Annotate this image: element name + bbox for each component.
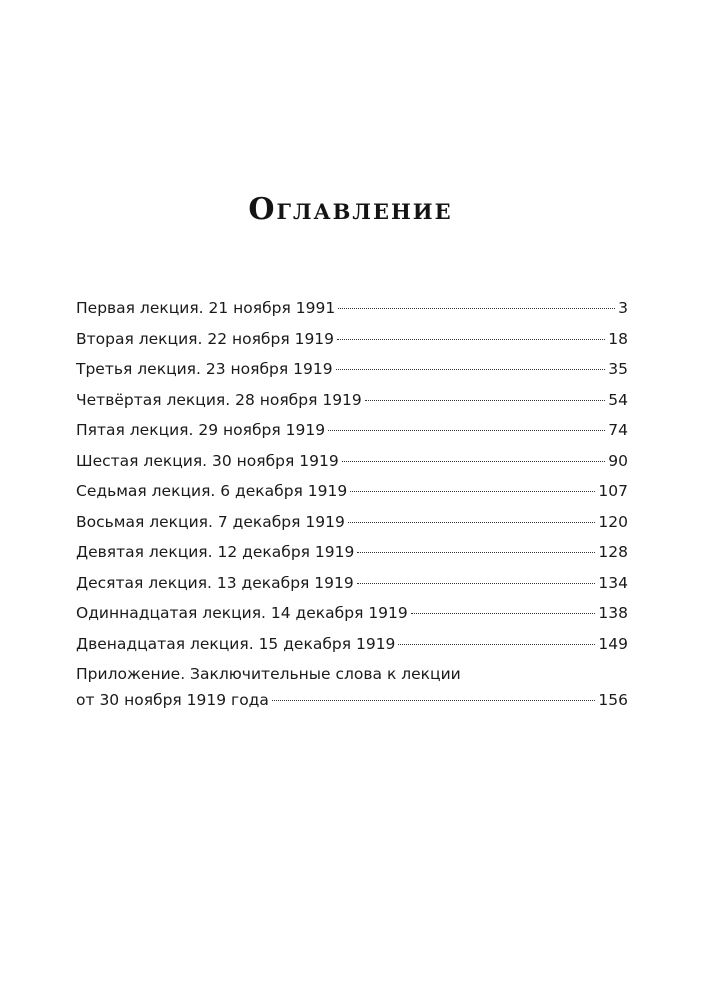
- toc-entry-appendix: [76, 661, 628, 719]
- dot-leader: [411, 613, 596, 614]
- toc-entry-title: Третья лекция. 23 ноября 1919: [76, 360, 333, 378]
- toc-entry-title: Шестая лекция. 30 ноября 1919: [76, 451, 339, 470]
- toc-entry-page: 35: [608, 360, 628, 378]
- toc-entry-title: Седьмая лекция. 6 декабря 1919: [76, 482, 348, 500]
- toc-entry: [76, 326, 628, 357]
- toc-entry-page: 128: [598, 543, 628, 561]
- toc-entry: [76, 478, 628, 509]
- toc-entry-title: Четвёртая лекция. 28 ноября 1919: [76, 390, 362, 409]
- toc-entry: [76, 356, 628, 387]
- toc-entry-title-line1: Приложение. Заключительные слова к лекции: [76, 665, 461, 683]
- toc-entry-title-line2: от 30 ноября 1919 года: [76, 691, 269, 709]
- toc-entry-title: Первая лекция. 21 ноября 1991: [76, 299, 336, 317]
- table-of-contents: [76, 295, 628, 719]
- toc-entry: [76, 417, 628, 448]
- dot-leader: [357, 583, 596, 584]
- page-title: Оглавление: [248, 192, 453, 227]
- toc-entry-page: 54: [608, 390, 628, 409]
- dot-leader: [342, 461, 606, 462]
- dot-leader: [357, 552, 595, 553]
- dot-leader: [350, 491, 595, 492]
- toc-entry: [76, 570, 628, 601]
- dot-leader: [338, 308, 615, 309]
- toc-entry-title: Одиннадцатая лекция. 14 декабря 1919: [76, 604, 408, 622]
- dot-leader: [328, 430, 605, 431]
- toc-entry-page: 107: [598, 482, 628, 500]
- toc-entry: [76, 600, 628, 631]
- toc-entry: [76, 539, 628, 570]
- toc-entry-page: 138: [598, 604, 628, 622]
- dot-leader: [365, 400, 605, 401]
- toc-entry-page: 149: [598, 634, 628, 653]
- dot-leader: [337, 339, 605, 340]
- toc-entry-page: 120: [598, 512, 628, 531]
- toc-entry-title: Вторая лекция. 22 ноября 1919: [76, 329, 335, 348]
- toc-entry-title: Десятая лекция. 13 декабря 1919: [76, 573, 354, 592]
- dot-leader: [336, 369, 606, 370]
- toc-entry-title: Восьмая лекция. 7 декабря 1919: [76, 512, 345, 531]
- toc-entry: [76, 387, 628, 418]
- toc-entry-page: 3: [618, 299, 628, 317]
- toc-entry: [76, 509, 628, 540]
- toc-entry-page: 156: [598, 691, 628, 709]
- toc-entry: [76, 448, 628, 479]
- toc-entry: [76, 631, 628, 662]
- dot-leader: [398, 644, 595, 645]
- toc-entry-page: 134: [598, 573, 628, 592]
- dot-leader: [348, 522, 596, 523]
- toc-entry-title: Девятая лекция. 12 декабря 1919: [76, 543, 355, 561]
- toc-entry-page: 90: [608, 451, 628, 470]
- toc-entry-page: 74: [608, 421, 628, 439]
- dot-leader: [272, 700, 596, 701]
- toc-entry: [76, 295, 628, 326]
- toc-entry-page: 18: [608, 329, 628, 348]
- toc-entry-title: Двенадцатая лекция. 15 декабря 1919: [76, 634, 396, 653]
- toc-entry-title: Пятая лекция. 29 ноября 1919: [76, 421, 326, 439]
